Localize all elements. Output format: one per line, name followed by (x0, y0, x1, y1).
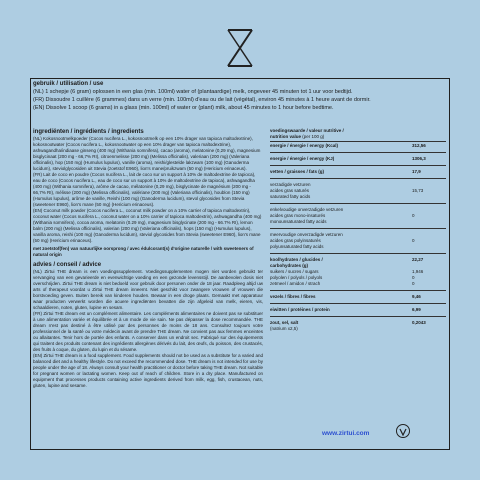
nutrition-divider (270, 178, 446, 179)
nutrition-label: zout, sel, salt (270, 320, 299, 325)
ingredients-en: (EN) Coconut milk powder (Cocos nucifera L., coconut milk powder on a 10% carrier of tapioca maltodextrin), coconut water (Cocos nucifera L., coconut water on a 10% carrier of tapioca maltodextrin), ashwagandha (400 mg) (Withania somnifera), cocoa aroma, melatonin (0.29 mg), magnesium bisglycinate (200 mg - 66.7% RI), lemon balm (200 mg) (Melissa officinalis), valerian (200 mg) (Valeriana officinalis), hops (150 mg) (Humulus lupulus), vanilla aroma, reishi (100 mg) (Ganoderma lucidum), steviol glycosides from Stevia (sweetener E960), lion's mane (50 mg) (Hericium erinaceus). (33, 208, 262, 243)
nutrition-label: saturated fatty acids (270, 194, 311, 199)
nutrition-label: koolhydraten / glucides / (270, 257, 323, 262)
advice-nl: (NL) Zirtui THE dream is een voedingssupplement. Voedingssupplementen mogen niet worden gebruikt ter vervanging van een gevarieerde en evenwichtige voeding en een gezonde levensstijl. De aanbevolen dosis niet overschrijden. Zirtui THE dream is niet bedoeld voor gebruik door personen onder de 18 jaar. Raadpleeg altijd uw arts of therapeut voordat u Zirtui THE dream inneemt. Niet geschikt voor zwangere vrouwen of vrouwen die borstvoeding geven. Buiten bereik van kinderen houden. Bewaar in een droge plaats. Gemaakt met apparatuur waar producten verwerkt worden die acuere ingrediënten bevatten die zijn afgeleid van melk, eieren, vis, schaaldieren, noten, gluten, lupine en sesam. (33, 269, 263, 310)
nutrition-label: acides gras polyinsaturés (270, 238, 321, 243)
nutrition-label: polyunsaturated fatty acids (270, 244, 324, 249)
nutrition-value (412, 194, 446, 200)
nutrition-value: 1306,3 (412, 156, 426, 161)
nutrition-value (412, 326, 446, 332)
nutrition-value: 17,9 (412, 169, 421, 174)
left-column (33, 128, 263, 446)
nutrition-label: enkelvoudige onverzadigde vetzuren (270, 207, 344, 212)
nutrition-divider (270, 316, 446, 317)
nutrition-label: vetten / graisses / fats (g) (270, 169, 325, 174)
nutrition-label: polyolen / polyols / polyols (270, 275, 323, 280)
nutrition-divider (270, 203, 446, 204)
usage-line-en: (EN) Dissolve 1 scoop (6 grams) in a glass (min. 100ml) of water or (plant) milk, about 45 minutes to 1 hour before bedtime. (33, 105, 334, 112)
nutrition-value: 22,27 (412, 257, 424, 262)
advice-en: (EN) Zirtui THE dream is a food supplement. Food supplements should not be used as a substitute for a varied and balanced diet and a healthy lifestyle. Do not exceed the recommended dose. THE dream is not intended for use by people under the age of 18. Always consult your health practitioner or doctor before taking THE dream. Not suitable for pregnant women or lactating women. Keep out of reach of children. Store in a dry place. Manufactured on equipment that processes products containing active ingredients derived from milk, egg, fish, crustacean, nuts, gluten, lupine and sesame. (33, 353, 263, 388)
nutrition-row (270, 143, 446, 149)
nutrition-header-1: voedingswaarde / valeur nutritive / (270, 128, 344, 133)
nutrition-row (270, 307, 446, 313)
nutrition-label: eiwitten / protéines / protein (270, 307, 330, 312)
nutrition-row (270, 326, 446, 332)
nutrition-value: 0,2043 (412, 320, 426, 325)
nutrition-label: vezels / fibres / fibres (270, 294, 316, 299)
usage-line-fr: (FR) Dissoudre 1 cuillère (6 grammes) dans un verre (min. 100ml) d'eau ou de lait (végétal), environ 45 minutes à 1 heure avant de dormir. (33, 97, 371, 104)
nutrition-label: verzadigde vetzuren (270, 182, 311, 187)
nutrition-divider (270, 290, 446, 291)
nutrition-table (270, 128, 446, 480)
nutrition-label: acides gras mono-insaturés (270, 213, 326, 218)
nutrition-value: 0 (412, 281, 415, 286)
nutrition-value: 0 (412, 213, 415, 218)
nutrition-label: (natrium x2,5) (270, 326, 298, 331)
ingredients-fr: (FR) Lait de coco en poudre (Cocos nucifera L., lait de coco sur un support à 10% de maltodextrine de tapioca), eau de coco (Cocos nucifera L., eau de coco sur un support à 10% de maltodextrine de tapioca), ashwagandha (400 mg) (Withania somnifera), arôme de cacao, mélatonine (0,29 mg), bisglycinate de magnésium (200 mg - 66,7% RI), mélisse (200 mg) (Melissa officinalis), valériane (200 mg) (Valeriana officinalis), houblon (150 mg) (Humulus lupulus), arôme de vanille, Reishi (100 mg) (Ganoderma lucidum), stevol glycosides from Stevia (sweetener E960), lion's mane (50 mg) (Hericium erinaceus). (33, 172, 256, 207)
nutrition-row (270, 219, 446, 225)
nutrition-label: energie / énergie / energy (KJ) (270, 156, 335, 161)
nutrition-header-per: (per 100 g) (302, 134, 325, 139)
nutrition-row (270, 194, 446, 200)
nutrition-label: zetmeel / amidon / strach (270, 281, 321, 286)
hourglass-z-logo (220, 26, 260, 70)
sweetener-note: met zoetstof(fen) van natuurlijke oorsprong / avec édulcorant(s) d'origine naturelle / with sweeteners of natural origin (33, 246, 254, 257)
vegan-v-icon (396, 424, 410, 438)
nutrition-label: meervoudige onverzadigde vetzuren (270, 232, 343, 237)
nutrition-rows (270, 143, 446, 332)
nutrition-label: carbohydrates (g) (270, 263, 309, 268)
nutrition-value (412, 219, 446, 225)
nutrition-divider (270, 152, 446, 153)
usage-section (33, 80, 446, 112)
nutrition-divider (270, 165, 446, 166)
nutrition-row (270, 244, 446, 250)
nutrition-label: monounsaturated fatty acids (270, 219, 327, 224)
nutrition-divider (270, 228, 446, 229)
usage-title: gebruik / utilisation / use (33, 81, 104, 87)
nutrition-value: 0 (412, 238, 415, 243)
nutrition-value: 0 (412, 275, 415, 280)
advice-section (33, 261, 263, 389)
nutrition-header-2: nutrition value (270, 134, 302, 139)
nutrition-label: energie / énergie / energy (Kcal) (270, 143, 339, 148)
ingredients-title: ingrediënten / ingrédients / ingredients (33, 129, 144, 135)
nutrition-value: 9,46 (412, 294, 421, 299)
ingredients-nl: (NL) Kokosnootmelkpoeder (Cocos nucifera L., kokosnootmelk op een 10% drager van tapioca maltodextrine), kokosnootwater (Cocos nucifera L., kokosnootwater op een 10% drager van tapioca maltodextrine), ashwagandha/indiaase ginseng (400 mg) (Withania somnifera), cacao (aroma), melatonine (0,29 mg), magnesium bisglycinaat (200 mg - 66,7% RI), citroenmelisse (200 mg) (Melissa officinalis), valeriaan (200 mg) (Valeriana officinalis), hop (150 mg) (Humulus lupulus), vanille (aroma), reishi/glestelde lakzwam (100 mg) (Ganoderma lucidum), steviolglycosiden uit Stevia (zoetstof E960), lion's mane/pruikzwam (50 mg) (Hericium erinaceus). (33, 136, 261, 171)
website-link[interactable]: www.zirtui.com (322, 430, 370, 437)
nutrition-value: 312,56 (412, 143, 426, 148)
nutrition-row (270, 294, 446, 300)
nutrition-value: 1,946 (412, 269, 424, 274)
nutrition-value: 6,99 (412, 307, 421, 312)
nutrition-divider (270, 303, 446, 304)
nutrition-label: suikers / sucres / sugars (270, 269, 319, 274)
nutrition-row (270, 156, 446, 162)
advice-title: advies / conseil / advice (33, 262, 102, 268)
nutrition-divider (270, 253, 446, 254)
nutrition-label: acides gras saturés (270, 188, 310, 193)
nutrition-row (270, 281, 446, 287)
advice-fr: (FR) Zirtui THE dream est un complément alimentaire. Les compléments alimentaires ne doivent pas se substituer à une alimentation variée et équilibrée et à un mode de vie sain. Ne pas dépasser la dose recommandée. THE dream n'est pas destiné à être utilisé par des personnes de moins de 18 ans. Consultez toujours votre professionnel de la santé ou votre médecin avant de prendre THE dream. Ne convient pas aux femmes enceintes ou allaitantes. Tenir hors de portée des enfants. A conserver dans un endroit sec. Fabriqué sur des équipements qui traitent des produits contenant des ingrédients allergènes dérivés du lait, des œufs, du poisson, des crustacés, des fruits à coque, du gluten, du lupin et du sésame. (33, 311, 263, 352)
nutrition-row (270, 169, 446, 175)
nutrition-value (412, 244, 446, 250)
usage-line-nl: (NL) 1 schepje (6 gram) oplossen in een glas (min. 100ml) water of (plantaardige) melk, ongeveer 45 minuten tot 1 uur voor bedtijd. (33, 89, 353, 95)
nutrition-value: 15,73 (412, 188, 424, 193)
